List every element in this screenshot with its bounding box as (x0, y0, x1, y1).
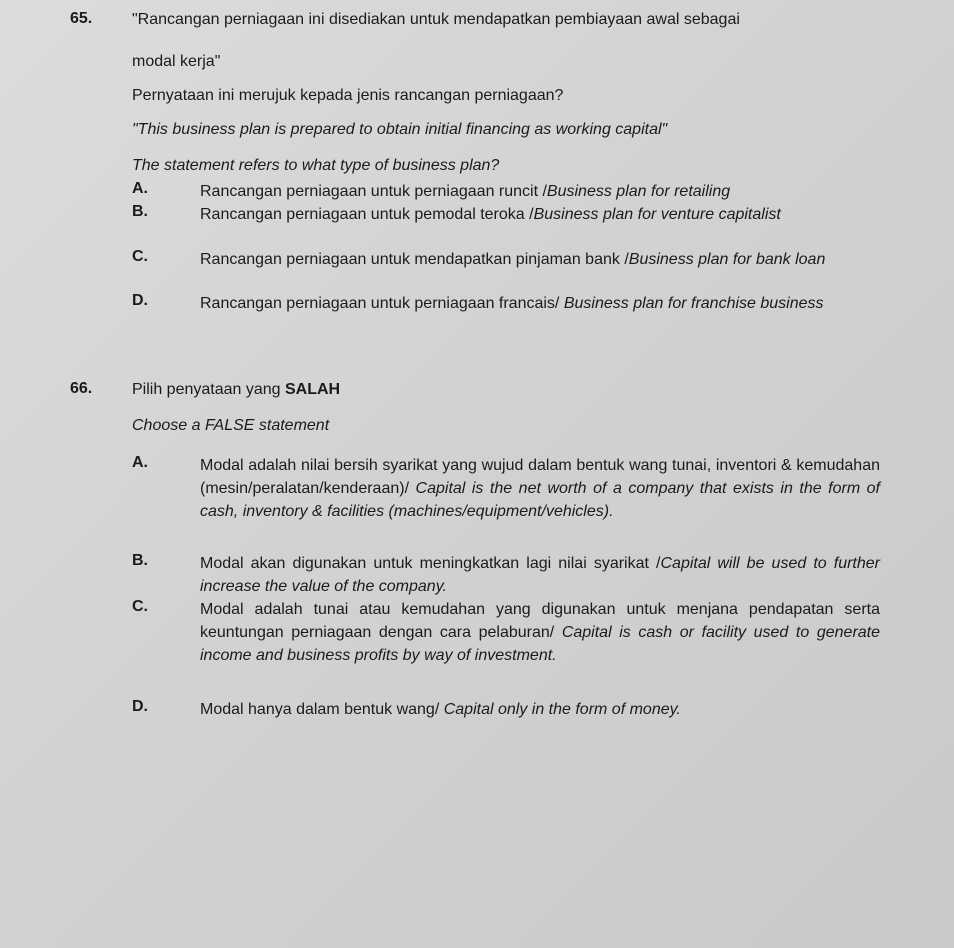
question-number: 65. (70, 10, 93, 27)
prompt-english-text: Choose a (132, 417, 205, 434)
option-text-malay: Modal hanya dalam bentuk wang/ (200, 701, 444, 718)
option-text-malay: Rancangan perniagaan untuk pemodal teroka / (200, 206, 534, 223)
option-text-malay: Rancangan perniagaan untuk mendapatkan pinjaman bank / (200, 251, 629, 268)
stem-malay-line1: "Rancangan perniagaan ini disediakan untuk mendapatkan pembiayaan awal sebagai (132, 11, 740, 28)
option-letter: A. (132, 454, 148, 471)
prompt-malay-emphasis: SALAH (285, 381, 341, 398)
option-text (200, 552, 880, 598)
option-text-malay: Modal akan digunakan untuk meningkatkan lagi nilai syarikat / (200, 555, 661, 572)
option-text (200, 248, 880, 271)
question-number: 66. (70, 380, 93, 397)
option-letter: D. (132, 292, 148, 309)
option-text-english: Business plan for retailing (546, 183, 731, 200)
option-text-english: Capital only in the form of money. (443, 701, 681, 718)
question-65 (70, 10, 890, 340)
option-text-malay: Modal adalah nilai bersih syarikat yang wujud dalam bentuk wang tunai, inventori & kemudahan (mesin/peralatan/kenderaan)/ (200, 457, 880, 497)
option-text (200, 203, 880, 226)
option-text-english: Capital is the net worth of a company that exists in the form of cash, inventory & facilities (machines/equipment/vehicles). (200, 480, 881, 520)
prompt-malay-text: Pilih penyataan yang (132, 381, 285, 398)
option-text-malay: Modal adalah tunai atau kemudahan yang digunakan untuk menjana pendapatan serta keuntungan perniagaan dengan cara pelaburan/ (200, 601, 880, 641)
prompt-english-suffix: statement (254, 417, 330, 434)
option-letter: C. (132, 248, 148, 265)
option-text-malay: Rancangan perniagaan untuk perniagaan runcit / (200, 183, 547, 200)
option-text-english: Capital is cash or facility used to generate income and business profits by way of investment. (200, 624, 881, 664)
option-text-malay: Rancangan perniagaan untuk perniagaan francais/ (200, 295, 564, 312)
option-text-english: Business plan for venture capitalist (533, 206, 781, 223)
option-letter: C. (132, 598, 148, 615)
stem-malay-line2: modal kerja" (132, 53, 221, 70)
option-letter: A. (132, 180, 148, 197)
option-text (200, 454, 880, 523)
prompt-english (132, 416, 329, 436)
option-text-english: Business plan for franchise business (563, 295, 824, 312)
option-letter: D. (132, 698, 148, 715)
question-66 (70, 380, 890, 740)
option-text (200, 598, 880, 667)
option-letter: B. (132, 203, 148, 220)
option-text (200, 180, 880, 203)
prompt-malay: Pernyataan ini merujuk kepada jenis rancangan perniagaan? (132, 87, 564, 104)
stem-english: "This business plan is prepared to obtain initial financing as working capital" (132, 121, 668, 138)
prompt-english: The statement refers to what type of business plan? (132, 157, 500, 174)
option-text-english: Capital will be used to further increase the value of the company. (200, 555, 881, 595)
prompt-english-emphasis: FALSE (204, 417, 255, 434)
option-letter: B. (132, 552, 148, 569)
prompt-malay (132, 380, 340, 400)
option-text (200, 292, 880, 315)
option-text (200, 698, 880, 721)
option-text-english: Business plan for bank loan (628, 251, 826, 268)
